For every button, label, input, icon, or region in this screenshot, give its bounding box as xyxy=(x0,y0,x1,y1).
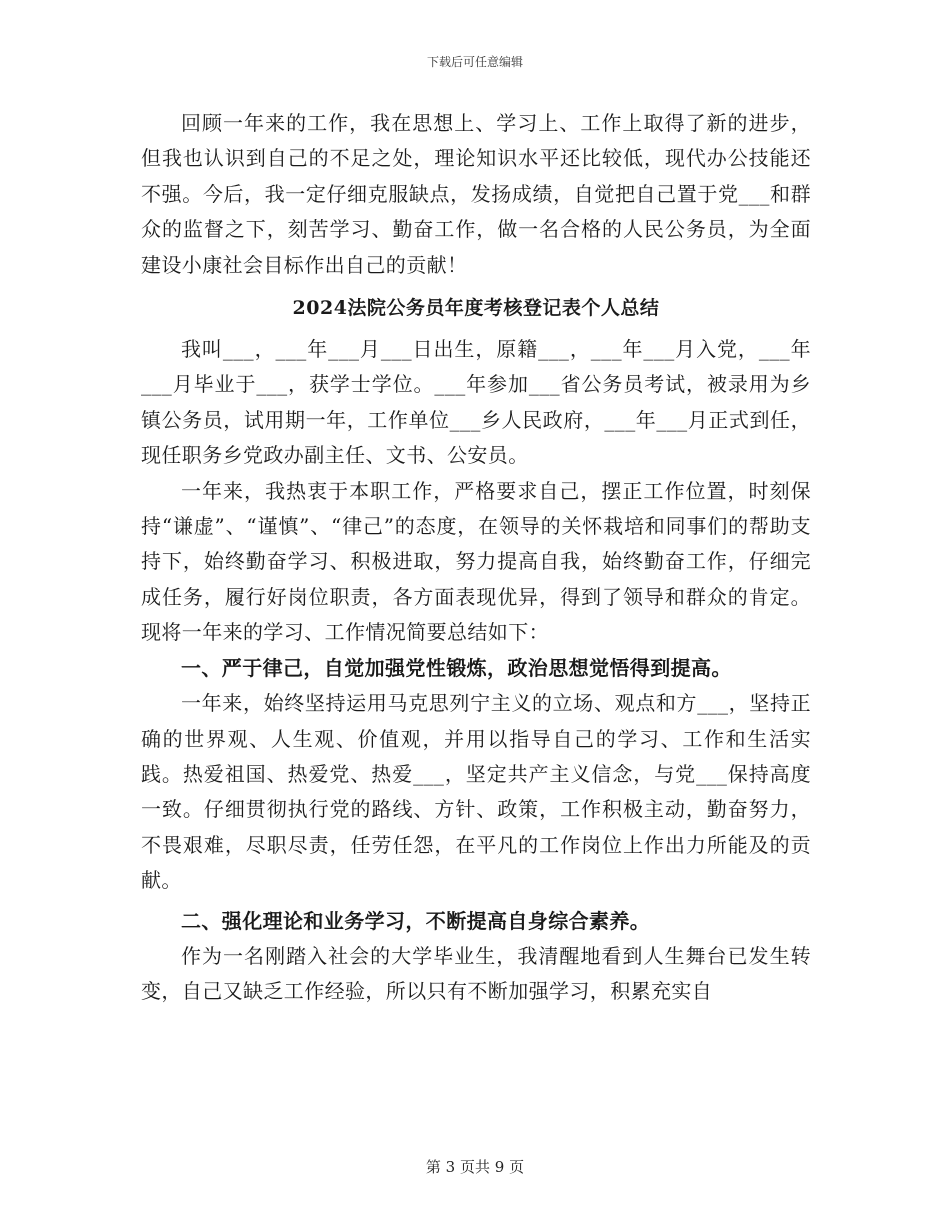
paragraph-overview: 一年来，我热衷于本职工作，严格要求自己，摆正工作位置，时刻保持“谦虚”、“谨慎”、“律己”的态度，在领导的关怀栽培和同事们的帮助支持下，始终勤奋学习、积极进取，努力提高自我，始终勤奋工作，仔细完成任务，履行好岗位职责，各方面表现优异，得到了领导和群众的肯定。现将一年来的学习、工作情况简要总结如下： xyxy=(141,478,811,645)
header-note: 下载后可任意编辑 xyxy=(426,55,523,69)
paragraph-personal-info: 我叫___，___年___月___日出生，原籍___，___年___月入党，___年___月毕业于___，获学士学位。___年参加___省公务员考试，被录用为乡镇公务员，试用期一年，工作单位___乡人民政府，___年___月正式到任，现任职务乡党政办副主任、文书、公安员。 xyxy=(141,337,811,468)
section-body-2: 作为一名刚踏入社会的大学毕业生，我清醒地看到人生舞台已发生转变，自己又缺乏工作经验，所以只有不断加强学习，积累充实自 xyxy=(141,943,811,1004)
document-body xyxy=(141,106,811,1010)
page-indicator: 第 3 页共 9 页 xyxy=(425,1158,525,1176)
section-heading-2: 二、强化理论和业务学习，不断提高自身综合素养。 xyxy=(181,908,651,933)
section-body-1: 一年来，始终坚持运用马克思列宁主义的立场、观点和方___，坚持正确的世界观、人生观、价值观，并用以指导自己的学习、工作和生活实践。热爱祖国、热爱党、热爱___，坚定共产主义信念，与党___保持高度一致。仔细贯彻执行党的路线、方针、政策，工作积极主动，勤奋努力，不畏艰难，尽职尽责，任劳任怨，在平凡的工作岗位上作出力所能及的贡献。 xyxy=(141,691,811,893)
section-heading-1: 一、严于律己，自觉加强党性锻炼，政治思想觉悟得到提高。 xyxy=(181,655,732,680)
document-title: 2024法院公务员年度考核登记表个人总结 xyxy=(292,297,660,320)
intro-paragraph: 回顾一年来的工作，我在思想上、学习上、工作上取得了新的进步，但我也认识到自己的不足之处，理论知识水平还比较低，现代办公技能还不强。今后，我一定仔细克服缺点，发扬成绩，自觉把自己置于党___和群众的监督之下，刻苦学习、勤奋工作，做一名合格的人民公务员，为全面建设小康社会目标作出自己的贡献！ xyxy=(141,111,811,277)
